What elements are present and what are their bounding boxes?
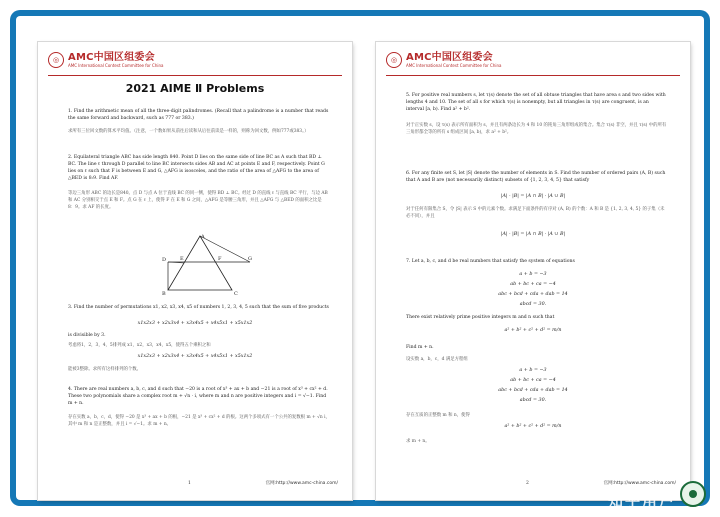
problem-5-en: 5. For positive real numbers s, let τ(s) denote the set of all obtuse triangles that have area s and two sides with lengths 4 and 10. The set of all s for which τ(s) is nonempty, but all triangles in τ(s) are congruent, is an interval [a, b). Find a² + b². <box>406 93 666 112</box>
system-cn-4: abcd = 30. <box>519 398 547 403</box>
problem-3-cn: 考虑将1，2，3，4，5排列成 x1，x2，x3，x4，x5，使得五个乘积之和 <box>68 343 211 348</box>
logo-name: AMC中国区组委会 <box>68 51 155 63</box>
problem-7-eq1: a² + b² + c² + d² = m/n <box>504 328 562 333</box>
label-a: A <box>201 234 205 240</box>
problem-3-en: 3. Find the number of permutations x1, x2, x3, x4, x5 of numbers 1, 2, 3, 4, 5 such that the sum of five products <box>68 305 329 310</box>
problem-7-eq2: a² + b² + c² + d² = m/n <box>504 424 562 429</box>
problem-5-cn: 对于正实数 s，设 τ(s) 表示所有面积为 s，并且有两条边长为 4 和 10 的钝角三角形组成的集合。集合 τ(s) 非空，并且 τ(s) 中的所有三角形都全等的所有 s 组成区间 [a, b)，求 a² + b²。 <box>406 123 667 135</box>
problem-7-en2: There exist relatively prime positive integers m and n such that <box>406 315 555 320</box>
footer-link[interactable]: 官网:http://www.amc-china.com/ <box>603 481 676 486</box>
problem-3-en2: is divisible by 3. <box>68 333 106 338</box>
system-eq-4: abcd = 30. <box>519 302 547 307</box>
amc-seal-icon: ◎ <box>48 52 64 68</box>
logo-subtitle: AMC International Contest Committee for China <box>406 62 502 68</box>
problem-1-cn: 求所有三位回文数的算术平均值。（注意，一个数如果从前往后读和从后往前读是一样的，则称为回文数，例如777或383。） <box>68 129 309 134</box>
problem-4-en: 4. There are real numbers a, b, c, and d such that −20 is a root of x³ + ax + b and −21 is a root of x³ + cx² + d. These two polynomials share a complex root m + √n · i, where m and n are positive integers and i = √−1. Find m + n. <box>68 387 328 406</box>
footer-link[interactable]: 官网:http://www.amc-china.com/ <box>265 481 338 486</box>
system-cn-2: ab + bc + ca = −4 <box>510 378 556 383</box>
amc-seal-icon: ◎ <box>386 52 402 68</box>
label-e: E <box>180 256 184 262</box>
watermark-text: 知乎用户 <box>607 492 676 510</box>
problem-6-eq1: |A| · |B| = |A ∩ B| · |A ∪ B| <box>500 194 566 199</box>
page-title: 2021 AIME Ⅱ Problems <box>125 82 265 95</box>
problem-6-en: 6. For any finite set S, let |S| denote the number of elements in S. Find the number of ordered pairs (A, B) such that A and B are (not necessarily distinct) subsets of {1, 2, 3, 4, 5} that satisfy <box>406 171 666 183</box>
system-cn-3: abc + bcd + cda + dab = 14 <box>498 388 568 393</box>
problem-7-cn2: 存在互质的正整数 m 和 n，使得 <box>406 413 470 418</box>
label-c: C <box>234 291 238 296</box>
problem-6-eq2: |A| · |B| = |A ∩ B| · |A ∪ B| <box>500 232 566 237</box>
watermark-badge-icon <box>680 481 706 507</box>
problem-7-en: 7. Let a, b, c, and d be real numbers that satisfy the system of equations <box>406 259 575 264</box>
system-eq-1: a + b = −3 <box>519 272 547 277</box>
system-eq-3: abc + bcd + cda + dab = 14 <box>498 292 568 297</box>
amc-logo <box>386 52 501 68</box>
problem-7-cn3: 求 m + n。 <box>406 439 430 444</box>
problem-2-cn: 等边三角形 ABC 的边长是840。点 D 与点 A 位于直线 BC 的同一侧，使得 BD ⊥ BC。经过 D 的直线 ℓ 与直线 BC 平行，与边 AB 和 AC 分别相交于点 E 和 F。点 G 在 ℓ 上，使得 F 在 E 和 G 之间，△AFG 是等腰三角形，并且 △AFG 与 △BED 的面积之比是 8：9。求 AF 的长度。 <box>68 191 328 210</box>
page-number: 2 <box>526 481 529 486</box>
problem-4-cn: 存在实数 a，b，c，d，使得 −20 是 x³ + ax + b 的根，−21 是 x³ + cx² + d 的根。这两个多项式有一个公共的复数根 m + √n i，其中 m 和 n 是正整数，并且 i = √−1。求 m + n。 <box>68 415 330 427</box>
problem-7-en3: Find m + n. <box>406 345 434 350</box>
label-f: F <box>218 256 222 262</box>
problem-1-en: 1. Find the arithmetic mean of all the three-digit palindromes. (Recall that a palindrome is a number that reads the same forward and backward, such as 777 or 383.) <box>68 109 329 121</box>
page-number: 1 <box>188 481 191 486</box>
label-d: D <box>162 257 167 263</box>
problem-3-eq2: x1x2x3 + x2x3x4 + x3x4x5 + x4x5x1 + x5x1x2 <box>137 354 253 359</box>
header-rule <box>48 75 342 76</box>
header-rule <box>386 75 680 76</box>
label-g: G <box>248 256 252 262</box>
problem-2-en: 2. Equilateral triangle ABC has side length 840. Point D lies on the same side of line BC as A such that BD ⊥ BC. The line ℓ through D parallel to line BC intersects sides AB and AC at points E and F, respectively. Point G lies on ℓ such that F is between E and G, △AFG is isosceles, and the ratio of the area of △AFG to the area of △BED is 8:9. Find AF. <box>68 155 325 181</box>
content-area <box>16 16 704 500</box>
problem-3-cn2: 能被3整除。求所有这样排列的个数。 <box>68 367 142 372</box>
logo-subtitle: AMC International Contest Committee for China <box>68 62 164 68</box>
system-cn-1: a + b = −3 <box>519 368 547 373</box>
logo-name: AMC中国区组委会 <box>406 51 493 63</box>
system-eq-2: ab + bc + ca = −4 <box>510 282 556 287</box>
amc-logo <box>48 52 163 68</box>
problem-3-eq1: x1x2x3 + x2x3x4 + x3x4x5 + x4x5x1 + x5x1x2 <box>137 321 253 326</box>
problem-7-cn: 设实数 a，b，c，d 满足方程组 <box>406 357 468 362</box>
right-page <box>376 42 690 500</box>
problem-6-cn: 对于任何有限集合 S，令 |S| 表示 S 中的元素个数。求满足下面条件的有序对 (A, B) 的个数：A 和 B 是 {1, 2, 3, 4, 5} 的子集（未必不同），并且 <box>406 207 665 219</box>
triangle-diagram <box>158 232 254 296</box>
label-b: B <box>162 291 166 296</box>
left-page <box>38 42 352 500</box>
